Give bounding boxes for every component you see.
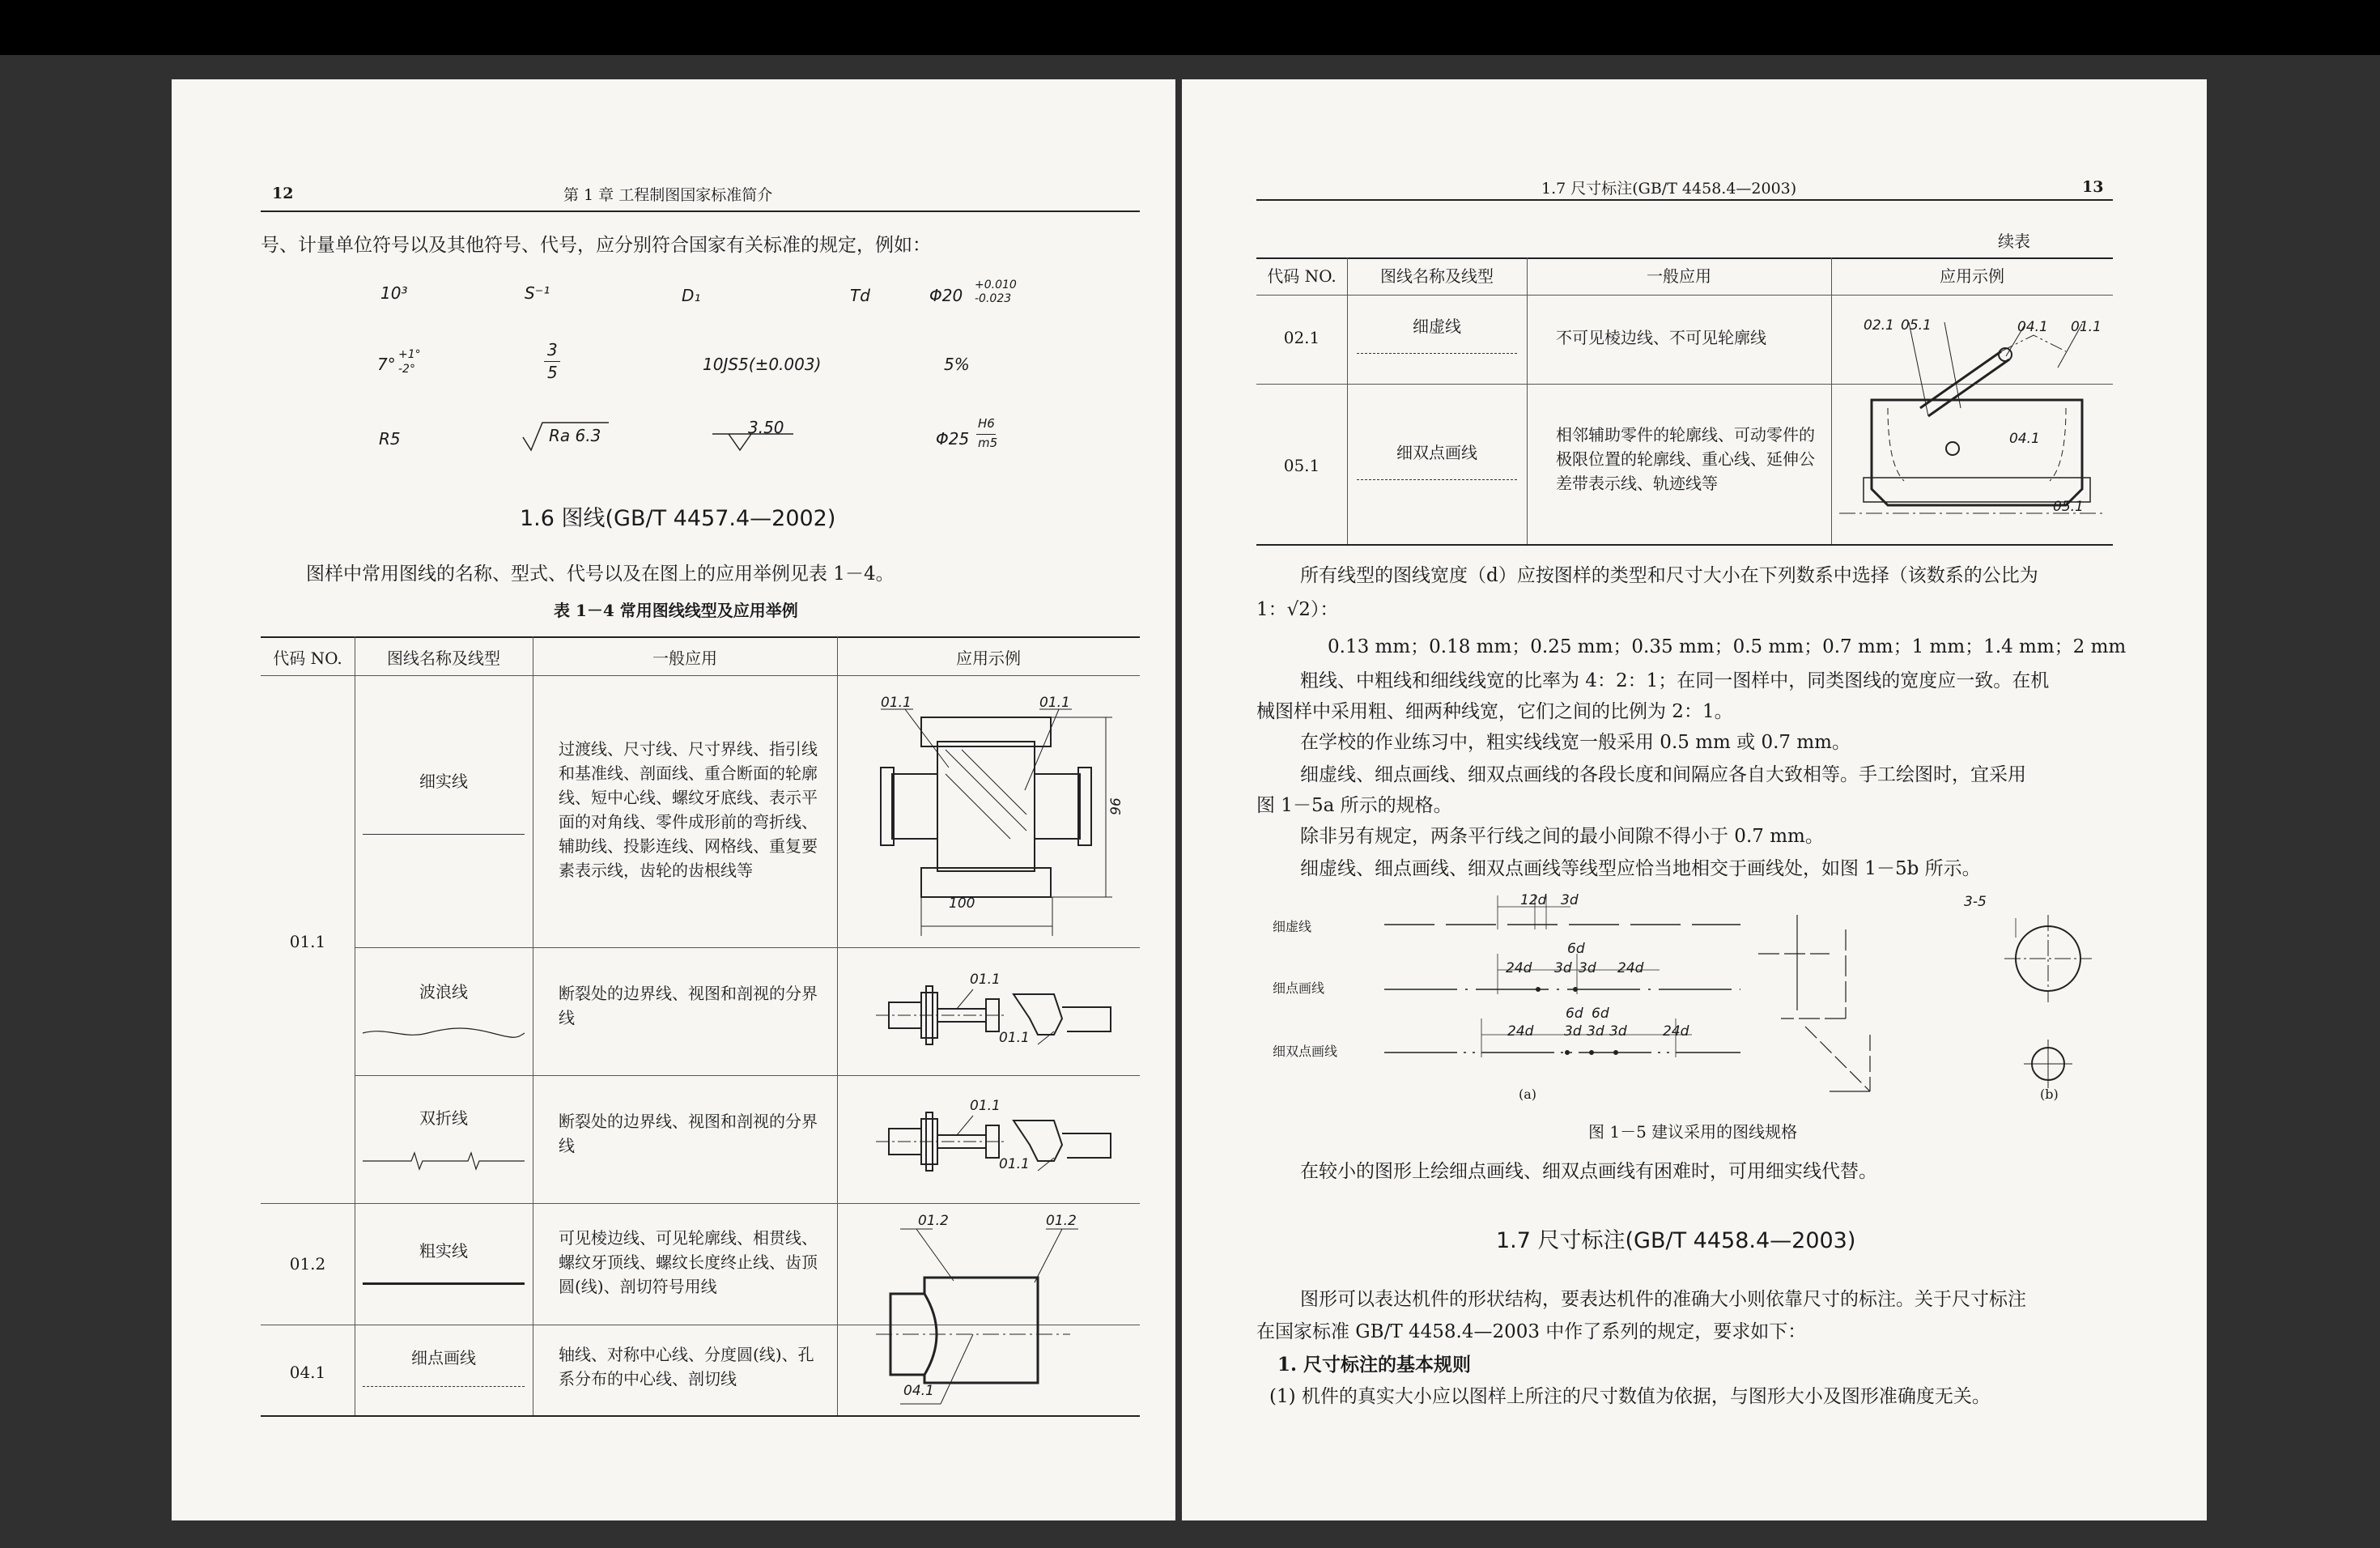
table-cell-usage: 过渡线、尺寸线、尺寸界线、指引线和基准线、剖面线、重合断面的轮廓线、短中心线、螺纹牙底线、表示平面的对角线、零件成形前的弯折线、辅助线、投影连线、网格线、重复要素表示线，齿轮的齿根线等 — [559, 739, 818, 880]
example-text: m5 — [978, 436, 998, 450]
figure-label: 细虚线 — [1273, 919, 1312, 934]
table-cell-usage: 断裂处的边界线、视图和剖视的分界线 — [559, 984, 818, 1027]
example-text: 3 — [547, 340, 558, 359]
table-cell-name: 双折线 — [419, 1108, 468, 1128]
table-header: 图线名称及线型 — [1380, 266, 1494, 286]
section-title: 1.7 尺寸标注(GB/T 4458.4—2003) — [1496, 1228, 1856, 1253]
table-cell-name: 细虚线 — [1413, 317, 1461, 336]
dimension-label: 24d — [1506, 960, 1532, 976]
table-cell-code: 01.1 — [289, 932, 326, 951]
table-cell-code: 02.1 — [1283, 328, 1320, 347]
table-cell-name: 波浪线 — [419, 982, 468, 1002]
example-text: 5% — [944, 355, 970, 374]
wavy-line-sample — [363, 1023, 525, 1043]
example-label: 04.1 — [2017, 319, 2048, 335]
example-label: 04.1 — [903, 1383, 934, 1399]
example-label: 01.1 — [2071, 319, 2102, 335]
dimension-label: 24d — [1617, 960, 1644, 976]
table-header: 应用示例 — [956, 649, 1021, 668]
zigzag-line-sample — [363, 1148, 525, 1172]
dimension-label: 12d — [1520, 892, 1547, 908]
pipe-cross-example — [848, 693, 1140, 944]
dimension-label: 6d — [1566, 1006, 1583, 1022]
example-text: 3.50 — [748, 418, 784, 437]
paragraph: 除非另有规定，两条平行线之间的最小间隙不得小于 0.7 mm。 — [1300, 826, 1824, 847]
example-label: 05.1 — [2053, 499, 2084, 515]
table-header: 代码 NO. — [1267, 266, 1337, 286]
example-label: 04.1 — [2009, 431, 2040, 447]
example-text: +1° — [398, 348, 421, 361]
table-cell-usage: 可见棱边线、可见轮廓线、相贯线、螺纹牙顶线、螺纹长度终止线、齿顶圆(线)、剖切符号用线 — [559, 1228, 818, 1296]
table-cell-usage: 不可见棱边线、不可见轮廓线 — [1556, 328, 1766, 347]
dimension-label: 3d — [1564, 1023, 1582, 1040]
example-label: 01.1 — [999, 1156, 1030, 1172]
example-text: 5 — [547, 363, 558, 382]
table-cell-code: 01.2 — [289, 1254, 326, 1274]
table-cell-name: 细点画线 — [411, 1348, 476, 1367]
table-cell-name: 细实线 — [419, 772, 468, 791]
paragraph: 细虚线、细点画线、细双点画线的各段长度和间隔应各自大致相等。手工绘图时，宜采用 — [1300, 764, 2026, 785]
dimension-label: 6d — [1592, 1006, 1609, 1022]
header-rule — [1256, 199, 2113, 201]
dashed-line-sample — [1357, 353, 1517, 354]
right-page — [1182, 79, 2207, 1520]
example-label: 01.1 — [970, 1098, 1001, 1114]
left-page — [172, 79, 1175, 1520]
example-label: 02.1 — [1864, 317, 1894, 334]
example-text: -0.023 — [975, 292, 1012, 305]
example-text: H6 — [978, 416, 995, 431]
page-number: 13 — [2082, 178, 2104, 196]
table-cell-code: 04.1 — [289, 1363, 326, 1382]
thick-solid-line-sample — [363, 1282, 525, 1285]
figure-label: 细双点画线 — [1273, 1044, 1338, 1059]
dimension-label: 3d — [1579, 960, 1596, 976]
continued-label: 续表 — [1998, 232, 2030, 251]
example-label: 01.2 — [918, 1213, 949, 1229]
subfigure-label: (a) — [1519, 1087, 1537, 1102]
paragraph: 在国家标准 GB/T 4458.4—2003 中作了系列的规定，要求如下： — [1256, 1321, 1807, 1342]
example-text: 10³ — [380, 283, 408, 303]
viewer-top-bar — [0, 0, 2380, 55]
section-title: 1.6 图线(GB/T 4457.4—2002) — [520, 506, 836, 531]
thin-solid-line-sample — [363, 834, 525, 835]
line-spec-diagram-a — [1384, 889, 1773, 1067]
example-text: Ra 6.3 — [549, 426, 601, 445]
paragraph: 所有线型的图线宽度（d）应按图样的类型和尺寸大小在下列数系中选择（该数系的公比为 — [1300, 565, 2038, 586]
example-text: R5 — [379, 429, 401, 449]
example-label: 01.2 — [1046, 1213, 1077, 1229]
table-header: 一般应用 — [1647, 266, 1711, 286]
example-text: Φ20 — [929, 286, 963, 305]
header-rule — [261, 211, 1140, 212]
example-text: Φ25 — [936, 429, 970, 449]
example-label: 100 — [949, 895, 975, 912]
example-label: 05.1 — [1901, 317, 1932, 334]
table-cell-name: 粗实线 — [419, 1241, 468, 1261]
figure-label: 细点画线 — [1273, 980, 1325, 996]
dimension-label: 6d — [1567, 941, 1585, 957]
paragraph: 细虚线、细点画线、细双点画线等线型应恰当地相交于画线处，如图 1－5b 所示。 — [1300, 858, 1981, 879]
running-header: 1.7 尺寸标注(GB/T 4458.4—2003) — [1541, 180, 1797, 198]
table-cell-code: 05.1 — [1283, 456, 1320, 475]
double-dot-dash-line-sample — [1357, 479, 1517, 480]
table-cell-usage: 断裂处的边界线、视图和剖视的分界线 — [559, 1112, 818, 1155]
table-cell-usage: 轴线、对称中心线、分度圆(线)、孔系分布的中心线、剖切线 — [559, 1345, 814, 1389]
subfigure-label: (b) — [2040, 1087, 2059, 1102]
line-intersection-diagram-b — [1749, 913, 2105, 1099]
dot-dash-line-sample — [363, 1386, 525, 1387]
intro-line: 号、计量单位符号以及其他符号、代号，应分别符合国家有关标准的规定，例如： — [261, 235, 931, 256]
paragraph: 图形可以表达机件的形状结构，要表达机件的准确大小则依靠尺寸的标注。关于尺寸标注 — [1300, 1289, 2026, 1310]
dimension-label: 3-5 — [1964, 894, 1987, 910]
width-series: 0.13 mm；0.18 mm；0.25 mm；0.35 mm；0.5 mm；0.7 mm；1 mm；1.4 mm；2 mm — [1328, 636, 2127, 657]
paragraph: 械图样中采用粗、细两种线宽，它们之间的比例为 2：1。 — [1256, 701, 1733, 722]
example-label: 01.1 — [999, 1030, 1030, 1046]
paragraph: 在学校的作业练习中，粗实线线宽一般采用 0.5 mm 或 0.7 mm。 — [1300, 732, 1851, 753]
fraction-bar — [544, 361, 560, 362]
example-label: 01.1 — [1039, 695, 1070, 711]
paragraph: 粗线、中粗线和细线线宽的比率为 4：2：1；在同一图样中，同类图线的宽度应一致。在机 — [1300, 670, 2050, 691]
dimension-label: 3d — [1609, 1023, 1627, 1040]
paragraph: 图 1－5a 所示的规格。 — [1256, 795, 1452, 816]
example-text: 10JS5(±0.003) — [703, 355, 822, 374]
figure-caption: 图 1－5 建议采用的图线规格 — [1588, 1122, 1798, 1142]
example-label: 01.1 — [881, 695, 912, 711]
table-header: 图线名称及线型 — [387, 649, 500, 668]
dimension-label: 3d — [1561, 892, 1579, 908]
example-text: 7° — [377, 355, 396, 374]
dimension-label: 24d — [1507, 1023, 1534, 1040]
fraction-bar — [976, 434, 996, 435]
table-header: 一般应用 — [652, 649, 717, 668]
example-text: +0.010 — [975, 279, 1017, 291]
example-text: -2° — [398, 363, 415, 376]
dimension-label: 24d — [1663, 1023, 1689, 1040]
running-header: 第 1 章 工程制图国家标准简介 — [563, 186, 773, 204]
subheading: 1. 尺寸标注的基本规则 — [1277, 1354, 1472, 1376]
paragraph: (1) 机件的真实大小应以图样上所注的尺寸数值为依据，与图形大小及图形准确度无关。 — [1269, 1386, 1991, 1407]
paragraph: 图样中常用图线的名称、型式、代号以及在图上的应用举例见表 1－4。 — [306, 563, 895, 585]
page-number: 12 — [272, 185, 294, 202]
paragraph: 在较小的图形上绘细点画线、细双点画线有困难时，可用细实线代替。 — [1300, 1161, 1877, 1182]
paragraph: 1：√2）： — [1256, 599, 1339, 620]
table-header: 应用示例 — [1940, 266, 2004, 286]
example-text: Td — [850, 286, 870, 305]
example-text: D₁ — [682, 286, 701, 305]
example-label: 01.1 — [970, 972, 1001, 988]
dimension-label: 3d — [1554, 960, 1572, 976]
dimension-label: 3d — [1587, 1023, 1604, 1040]
table-header: 代码 NO. — [273, 649, 342, 668]
example-label: 96 — [1107, 797, 1124, 815]
table-cell-name: 细双点画线 — [1396, 443, 1477, 462]
example-text: S⁻¹ — [525, 283, 550, 303]
table-caption: 表 1－4 常用图线线型及应用举例 — [554, 601, 798, 620]
table-cell-usage: 相邻辅助零件的轮廓线、可动零件的极限位置的轮廓线、重心线、延伸公差带表示线、轨迹线等 — [1556, 425, 1815, 493]
